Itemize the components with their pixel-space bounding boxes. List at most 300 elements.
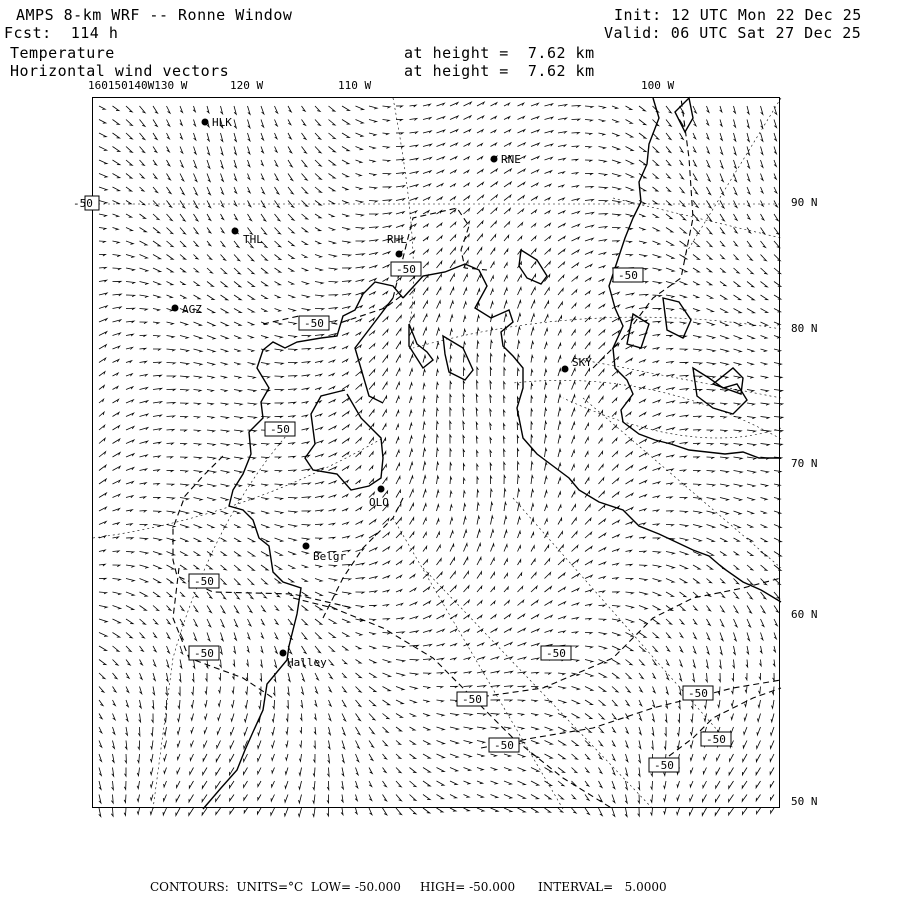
- wind-vector: [113, 579, 121, 581]
- wind-vector: [234, 633, 237, 641]
- wind-vector: [423, 518, 426, 525]
- wind-vector: [653, 282, 662, 284]
- wind-vector: [180, 484, 188, 486]
- wind-vector: [258, 754, 262, 761]
- wind-vector: [504, 182, 511, 187]
- wind-vector: [113, 646, 120, 651]
- wind-vector: [356, 293, 364, 296]
- wind-vector: [558, 492, 561, 498]
- wind-vector: [666, 401, 674, 403]
- wind-vector: [248, 444, 256, 446]
- wind-vector: [774, 322, 780, 325]
- wind-vector: [126, 468, 134, 471]
- wind-vector: [693, 484, 701, 486]
- wind-vector: [518, 546, 521, 552]
- wind-vector: [558, 369, 561, 376]
- wind-vector: [140, 483, 147, 485]
- wind-vector: [747, 403, 755, 405]
- wind-vector: [639, 386, 645, 389]
- wind-vector: [761, 606, 766, 613]
- wind-vector: [464, 355, 466, 363]
- wind-vector: [761, 106, 763, 114]
- wind-vector: [137, 768, 139, 776]
- wind-vector: [450, 143, 457, 146]
- wind-vector: [99, 385, 104, 389]
- wind-vector: [99, 147, 107, 151]
- wind-vector: [180, 552, 187, 556]
- wind-vector: [190, 754, 193, 761]
- wind-vector: [666, 579, 674, 583]
- wind-vector: [179, 673, 181, 682]
- wind-vector: [599, 343, 605, 349]
- wind-vector: [410, 423, 413, 430]
- wind-vector: [288, 456, 295, 458]
- wind-vector: [761, 471, 769, 474]
- wind-vector: [612, 741, 615, 747]
- wind-vector: [491, 116, 497, 119]
- wind-vector: [302, 469, 310, 471]
- wind-vector: [140, 120, 146, 127]
- wind-vector: [707, 363, 716, 365]
- wind-vector: [383, 133, 389, 135]
- wind-vector: [666, 592, 674, 596]
- wind-vector: [329, 633, 336, 638]
- wind-vector: [244, 781, 248, 787]
- wind-vector: [666, 133, 671, 140]
- wind-vector: [491, 195, 498, 201]
- wind-vector: [126, 687, 129, 693]
- wind-vector: [423, 370, 425, 377]
- wind-vector: [164, 781, 167, 787]
- wind-vector: [734, 376, 741, 378]
- wind-vector: [437, 687, 443, 689]
- wind-vector: [720, 417, 726, 419]
- wind-vector: [423, 131, 431, 133]
- wind-vector: [248, 187, 251, 193]
- wind-vector: [369, 201, 377, 203]
- wind-vector: [464, 629, 470, 632]
- wind-vector: [342, 333, 348, 336]
- wind-vector: [437, 448, 439, 457]
- wind-vector: [234, 538, 240, 542]
- wind-vector: [599, 700, 606, 705]
- wind-vector: [653, 214, 659, 217]
- wind-vector: [383, 633, 390, 635]
- wind-vector: [153, 187, 158, 193]
- wind-vector: [194, 417, 200, 419]
- wind-vector: [396, 687, 404, 691]
- wind-vector: [653, 510, 659, 512]
- wind-vector: [153, 538, 161, 541]
- wind-vector: [275, 511, 283, 514]
- wind-vector: [665, 727, 667, 736]
- wind-vector: [153, 120, 157, 127]
- wind-vector: [545, 117, 553, 119]
- wind-vector: [248, 403, 257, 405]
- wind-vector: [275, 552, 283, 556]
- wind-vector: [356, 549, 364, 552]
- wind-vector: [599, 633, 607, 635]
- wind-vector: [720, 592, 725, 597]
- wind-vector: [113, 660, 119, 666]
- wind-vector: [545, 198, 551, 201]
- wind-vector: [491, 208, 497, 214]
- wind-vector: [260, 673, 262, 681]
- wind-vector: [246, 687, 248, 695]
- wind-vector: [315, 106, 320, 111]
- wind-vector: [612, 633, 620, 636]
- wind-vector: [137, 795, 139, 802]
- wind-vector: [599, 292, 605, 295]
- wind-vector: [558, 224, 565, 228]
- wind-vector: [244, 808, 247, 813]
- wind-vector: [545, 462, 548, 470]
- height-temperature: at height = 7.62 km: [404, 44, 595, 62]
- wind-vector: [342, 592, 351, 595]
- wind-vector: [410, 673, 418, 675]
- wind-vector: [626, 606, 634, 609]
- wind-vector: [194, 255, 199, 259]
- wind-vector: [194, 525, 202, 529]
- wind-vector: [113, 537, 119, 539]
- wind-vector: [639, 673, 643, 679]
- wind-vector: [140, 428, 148, 431]
- wind-vector: [113, 268, 121, 270]
- wind-vector: [504, 768, 511, 771]
- wind-vector: [140, 348, 146, 350]
- wind-vector: [504, 424, 506, 430]
- wind-vector: [680, 214, 686, 220]
- wind-vector: [518, 573, 522, 579]
- model-title: AMPS 8-km WRF -- Ronne Window: [16, 6, 293, 24]
- wind-vector: [261, 484, 268, 486]
- wind-vector: [747, 484, 755, 487]
- wind-vector: [342, 660, 347, 664]
- wind-vector: [220, 646, 222, 654]
- wind-vector: [140, 160, 145, 165]
- wind-vector: [707, 174, 711, 182]
- wind-vector: [450, 808, 456, 811]
- wind-vector: [99, 795, 101, 804]
- wind-vector: [288, 282, 294, 285]
- wind-vector: [626, 673, 632, 679]
- wind-vector: [477, 275, 481, 282]
- wind-vector: [612, 578, 618, 580]
- svg-text:SKY: SKY: [572, 356, 592, 369]
- wind-vector: [275, 619, 279, 624]
- wind-vector: [518, 383, 520, 390]
- wind-vector: [221, 390, 228, 392]
- wind-vector: [423, 157, 431, 160]
- wind-vector: [677, 781, 680, 787]
- wind-vector: [140, 295, 148, 298]
- wind-vector: [558, 545, 563, 552]
- wind-vector: [221, 160, 224, 168]
- wind-vector: [612, 673, 619, 678]
- wind-vector: [302, 187, 308, 193]
- wind-vector: [703, 768, 706, 774]
- wind-vector: [477, 170, 483, 174]
- wind-vector: [180, 390, 188, 392]
- wind-vector: [734, 552, 739, 555]
- wind-vector: [369, 562, 377, 565]
- wind-vector: [558, 343, 561, 349]
- wind-vector: [99, 465, 106, 470]
- wind-vector: [230, 727, 234, 735]
- wind-vector: [693, 228, 699, 234]
- wind-vector: [653, 187, 658, 191]
- wind-vector: [99, 399, 104, 403]
- wind-vector: [666, 335, 672, 337]
- wind-vector: [234, 336, 241, 339]
- wind-vector: [356, 754, 359, 762]
- wind-vector: [275, 322, 282, 325]
- wind-vector: [153, 429, 161, 431]
- wind-vector: [180, 228, 186, 234]
- wind-vector: [275, 416, 283, 418]
- wind-vector: [504, 700, 512, 702]
- wind-vector: [653, 400, 661, 403]
- wind-vector: [313, 754, 315, 762]
- wind-vector: [666, 106, 671, 113]
- wind-vector: [166, 687, 168, 696]
- wind-vector: [244, 795, 248, 801]
- wind-vector: [207, 349, 215, 352]
- wind-vector: [491, 130, 496, 133]
- wind-vector: [167, 606, 172, 611]
- wind-vector: [734, 147, 737, 155]
- wind-vector: [140, 414, 148, 417]
- wind-vector: [491, 768, 497, 771]
- wind-vector: [693, 187, 698, 194]
- wind-vectors: [99, 102, 783, 816]
- wind-vector: [113, 494, 120, 497]
- wind-vector: [410, 808, 417, 814]
- wind-vector: [194, 295, 201, 299]
- wind-vector: [167, 187, 172, 194]
- wind-vector: [747, 619, 751, 627]
- wind-vector: [329, 334, 337, 336]
- wind-vector: [167, 160, 170, 166]
- wind-vector: [369, 370, 375, 377]
- svg-text:-50: -50: [688, 687, 708, 700]
- wind-vector: [329, 523, 335, 525]
- wind-vector: [531, 795, 539, 799]
- wind-vector: [194, 565, 199, 569]
- wind-vector: [558, 236, 565, 241]
- wind-vector: [113, 281, 122, 283]
- wind-vector: [99, 345, 106, 349]
- wind-vector: [329, 387, 335, 390]
- wind-vector: [477, 615, 482, 619]
- wind-vector: [653, 619, 660, 624]
- wind-vector: [734, 511, 742, 514]
- wind-vector: [572, 660, 579, 662]
- wind-vector: [707, 511, 716, 514]
- init-time: Init: 12 UTC Mon 22 Dec 25: [614, 6, 862, 24]
- wind-vector: [180, 430, 187, 432]
- wind-vector: [286, 741, 288, 747]
- wind-vector: [288, 309, 295, 312]
- wind-vector: [491, 781, 498, 784]
- wind-vector: [437, 700, 444, 702]
- svg-text:HLK: HLK: [212, 116, 232, 129]
- svg-text:-50: -50: [546, 647, 566, 660]
- wind-vector: [585, 633, 592, 635]
- wind-vector: [545, 144, 553, 147]
- wind-vector: [572, 422, 575, 430]
- coastlines: [203, 98, 781, 809]
- wind-vector: [383, 808, 387, 815]
- wind-vector: [99, 521, 106, 524]
- wind-vector: [221, 309, 229, 313]
- wind-vector: [572, 159, 578, 161]
- wind-vector: [504, 530, 507, 538]
- wind-vector: [558, 435, 561, 443]
- wind-vector: [342, 494, 348, 497]
- wind-vector: [356, 687, 362, 693]
- wind-vector: [244, 768, 248, 775]
- wind-vector: [437, 236, 443, 241]
- wind-vector: [531, 532, 534, 538]
- wind-vector: [341, 781, 343, 789]
- wind-vector: [167, 660, 169, 668]
- wind-vector: [720, 106, 722, 112]
- wind-vector: [329, 187, 335, 191]
- wind-vector: [437, 211, 442, 215]
- wind-vector: [518, 768, 526, 772]
- wind-vector: [272, 727, 275, 735]
- wind-vector: [653, 468, 661, 471]
- wind-vector: [423, 659, 431, 661]
- wind-vector: [248, 390, 256, 392]
- wind-vector: [720, 349, 728, 352]
- wind-vector: [216, 754, 220, 762]
- wind-vector: [666, 295, 674, 298]
- wind-vector: [126, 579, 134, 582]
- wind-vector: [192, 673, 194, 682]
- wind-vector: [545, 343, 548, 350]
- wind-vector: [217, 727, 220, 734]
- contour-label: [189, 646, 219, 660]
- wind-vector: [693, 416, 701, 418]
- wind-vector: [140, 511, 147, 513]
- wind-vector: [248, 538, 255, 542]
- wind-vector: [258, 768, 261, 774]
- wind-vector: [126, 347, 133, 349]
- wind-vector: [113, 673, 118, 679]
- wind-vector: [531, 768, 539, 772]
- wind-vector: [126, 241, 133, 244]
- wind-vector: [189, 795, 194, 802]
- wind-vector: [180, 295, 186, 298]
- wind-vector: [423, 546, 427, 551]
- wind-vector: [180, 606, 184, 611]
- wind-vector: [599, 591, 605, 593]
- wind-vector: [221, 633, 224, 641]
- wind-vector: [558, 781, 564, 786]
- wind-vector: [612, 106, 618, 109]
- wind-vector: [450, 315, 453, 322]
- wind-vector: [437, 197, 443, 200]
- wind-vector: [639, 426, 646, 430]
- wind-vector: [770, 754, 774, 762]
- wind-vector: [126, 187, 132, 191]
- wind-vector: [153, 255, 161, 259]
- wind-vector: [437, 184, 444, 187]
- wind-vector: [761, 282, 768, 287]
- wind-vector: [599, 562, 606, 565]
- wind-vector: [747, 565, 753, 570]
- wind-vector: [450, 544, 454, 551]
- wind-vector: [531, 714, 538, 716]
- wind-vector: [450, 572, 455, 579]
- wind-vector: [653, 147, 659, 153]
- wind-vector: [437, 103, 445, 106]
- wind-vector: [410, 119, 417, 121]
- wind-vector: [153, 687, 155, 695]
- wind-vector: [437, 370, 439, 376]
- wind-vector: [167, 282, 173, 285]
- wind-vector: [180, 579, 185, 583]
- wind-vector: [504, 559, 507, 565]
- wind-vector: [329, 174, 336, 179]
- wind-vector: [518, 781, 526, 785]
- wind-vector: [356, 768, 359, 775]
- wind-vector: [342, 214, 349, 217]
- wind-vector: [248, 552, 255, 557]
- wind-vector: [437, 629, 445, 632]
- wind-vector: [230, 741, 234, 749]
- wind-vector: [356, 280, 364, 282]
- wind-vector: [315, 335, 324, 337]
- wind-vector: [744, 714, 747, 721]
- wind-vector: [491, 601, 496, 605]
- wind-vector: [315, 374, 322, 376]
- wind-vector: [180, 106, 183, 113]
- wind-vector: [774, 633, 776, 639]
- wind-vector: [572, 808, 577, 813]
- wind-vector: [720, 646, 722, 655]
- wind-vector: [558, 408, 561, 417]
- wind-vector: [113, 700, 116, 706]
- wind-vector: [626, 452, 633, 457]
- wind-vector: [774, 228, 779, 235]
- wind-vector: [545, 329, 548, 336]
- wind-vector: [664, 741, 666, 750]
- wind-vector: [693, 619, 697, 624]
- wind-vector: [666, 309, 674, 311]
- wind-vector: [126, 133, 132, 139]
- wind-vector: [302, 592, 308, 596]
- wind-vector: [261, 174, 264, 180]
- wind-vector: [680, 552, 688, 555]
- wind-vector: [167, 646, 170, 653]
- wind-vector: [720, 390, 727, 392]
- wind-vector: [150, 781, 153, 787]
- wind-vector: [518, 182, 525, 187]
- wind-vector: [518, 614, 525, 619]
- svg-text:OLO: OLO: [369, 496, 389, 509]
- wind-vector: [221, 592, 226, 599]
- contour-label: [299, 316, 329, 330]
- wind-vector: [180, 160, 183, 167]
- wind-vector: [126, 426, 134, 430]
- wind-vector: [759, 673, 761, 679]
- wind-vector: [733, 646, 735, 654]
- wind-vector: [140, 497, 146, 499]
- wind-vector: [734, 174, 737, 182]
